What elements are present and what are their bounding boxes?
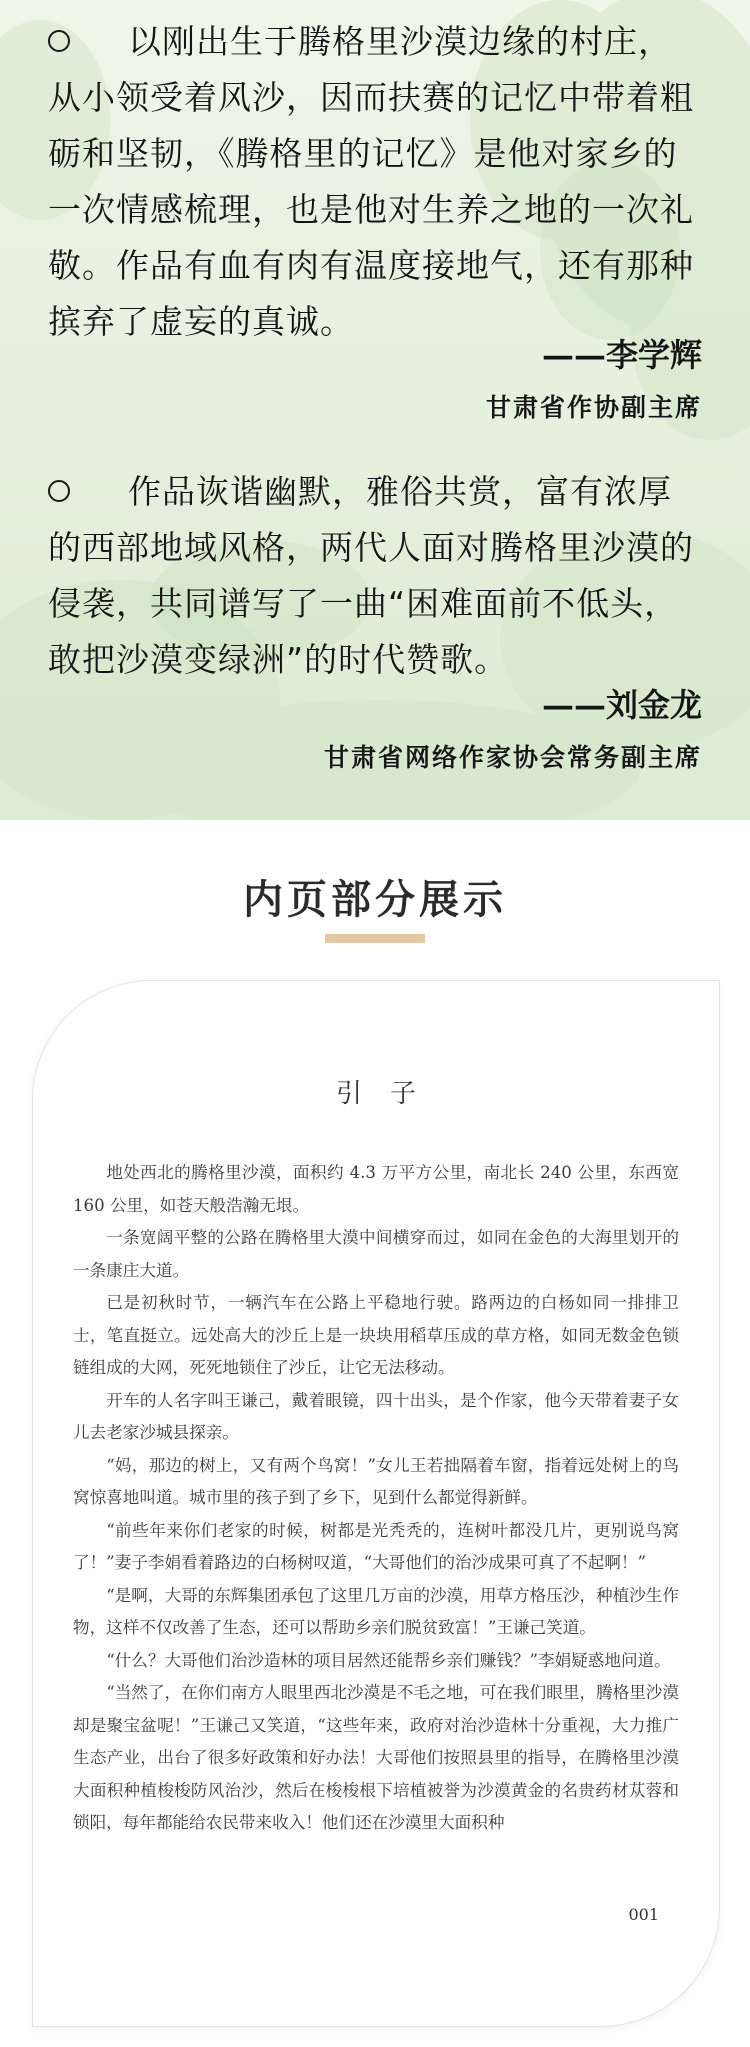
paragraph: “当然了，在你们南方人眼里西北沙漠是不毛之地，可在我们眼里，腾格里沙漠却是聚宝盆呢！”王谦己又笑道，“这些年来，政府对治沙造林十分重视，大力推广生态产业，出台了很多好政策和好办法！大哥他们按照县里的指导，在腾格里沙漠大面积种植梭梭防风治沙，然后在梭梭根下培植被誉为沙漠黄金的名贵药材苁蓉和锁阳，每年都能给农民带来收入！他们还在沙漠里大面积种 <box>73 1683 679 1832</box>
paragraph: 已是初秋时节，一辆汽车在公路上平稳地行驶。路两边的白杨如同一排排卫士，笔直挺立。远处高大的沙丘上是一块块用稻草压成的草方格，如同无数金色锁链组成的大网，死死地锁住了沙丘，让它无法移动。 <box>73 1293 679 1377</box>
review-quote-1 <box>48 14 702 350</box>
review-quote-2 <box>48 464 702 688</box>
paragraph: 一条宽阔平整的公路在腾格里大漠中间横穿而过，如同在金色的大海里划开的一条康庄大道。 <box>73 1228 679 1280</box>
review-quote-1-text <box>48 14 702 350</box>
paragraph: 地处西北的腾格里沙漠，面积约 4.3 万平方公里，南北长 240 公里，东西宽 160 公里，如苍天般浩瀚无垠。 <box>73 1163 679 1215</box>
review-quote-2-body: 作品诙谐幽默，雅俗共赏，富有浓厚的西部地域风格，两代人面对腾格里沙漠的侵袭，共同谱写了一曲“困难面前不低头，敢把沙漠变绿洲”的时代赞歌。 <box>48 472 694 679</box>
review-quote-1-body: 以刚出生于腾格里沙漠边缘的村庄，从小领受着风沙，因而扶赛的记忆中带着粗砺和坚韧，《腾格里的记忆》是他对家乡的一次情感梳理，也是他对生养之地的一次礼敬。作品有血有肉有温度接地气，还有那种摈弃了虚妄的真诚。 <box>48 22 694 341</box>
paragraph: “前些年来你们老家的时候，树都是光秃秃的，连树叶都没几片，更别说鸟窝了！”妻子李娟看着路边的白杨树叹道，“大哥他们的治沙成果可真了不起啊！” <box>73 1520 679 1572</box>
sample-page-heading: 引子 <box>335 1079 444 1109</box>
review-quote-2-author-title: 甘肃省网络作家协会常务副主席 <box>323 743 702 772</box>
page-number: 001 <box>628 1905 659 1924</box>
circle-bullet-icon <box>48 480 70 502</box>
paragraph: 开车的人名字叫王谦己，戴着眼镜，四十出头，是个作家，他今天带着妻子女儿去老家沙城县探亲。 <box>73 1390 679 1442</box>
sample-page-body <box>73 1157 679 1840</box>
paragraph: “妈，那边的树上，又有两个鸟窝！”女儿王若拙隔着车窗，指着远处树上的鸟窝惊喜地叫道。城市里的孩子到了乡下，见到什么都觉得新鲜。 <box>73 1455 679 1507</box>
section-title: 内页部分展示 <box>243 877 507 923</box>
title-underline-bar <box>325 934 425 943</box>
circle-bullet-icon <box>48 30 70 52</box>
paragraph: “是啊，大哥的东辉集团承包了这里几万亩的沙漠，用草方格压沙，种植沙生作物，这样不仅改善了生态，还可以帮助乡亲们脱贫致富！”王谦己笑道。 <box>73 1585 679 1637</box>
paragraph: “什么？大哥他们治沙造林的项目居然还能帮乡亲们赚钱？”李娟疑惑地问道。 <box>106 1650 671 1670</box>
review-quote-1-author-title: 甘肃省作协副主席 <box>485 393 702 422</box>
review-quote-1-author: ——李学辉 <box>541 336 702 374</box>
review-quote-2-text <box>48 464 702 688</box>
sample-page-card <box>32 980 720 2027</box>
reviews-section <box>0 0 750 820</box>
review-quote-2-author: ——刘金龙 <box>541 686 702 724</box>
